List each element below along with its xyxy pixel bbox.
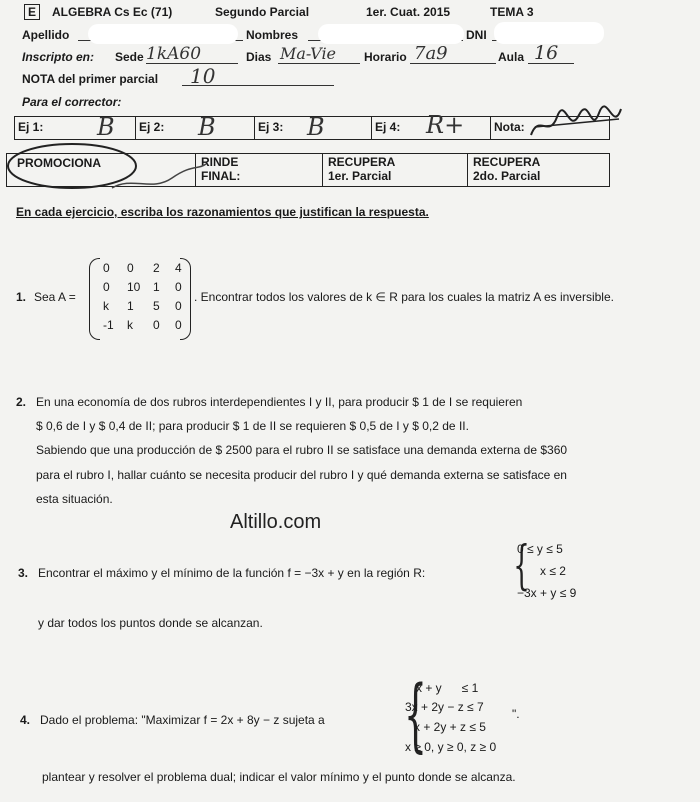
ex2-line-3: Sabiendo que una producción de $ 2500 para el rubro II se satisface una demanda externa de $360	[36, 443, 568, 457]
redaction-dni	[494, 22, 604, 44]
sede-value: 1kA60	[146, 44, 202, 64]
promociona-circle-mark	[2, 140, 212, 202]
exam-period: 1er. Cuat. 2015	[366, 5, 451, 19]
horario-label: Horario	[364, 50, 407, 64]
rinde-label: RINDE	[201, 155, 239, 169]
ex3-region-2: x ≤ 2	[540, 564, 566, 578]
matrix-cell: 10	[127, 280, 141, 294]
ex1-prefix: Sea A =	[34, 290, 76, 304]
exam-tag: E	[24, 4, 40, 20]
ex4-constraint-4: x ≥ 0, y ≥ 0, z ≥ 0	[405, 740, 497, 754]
recupera1-sublabel: 1er. Parcial	[328, 169, 392, 183]
grade-cell-2	[136, 113, 255, 141]
sede-label: Sede	[115, 50, 144, 64]
aula-value: 16	[534, 42, 559, 64]
ej2-label: Ej 2:	[139, 120, 165, 134]
instruction-text: En cada ejercicio, escriba los razonamientos que justifican la respuesta.	[16, 205, 429, 219]
dias-line	[278, 63, 360, 64]
matrix-cell: -1	[103, 318, 114, 332]
ex4-constraint-1: x + y ≤ 1	[416, 681, 479, 695]
ex3-number: 3.	[18, 566, 29, 580]
aula-line	[528, 63, 574, 64]
horario-value: 7a9	[414, 43, 448, 64]
matrix-cell: 0	[103, 261, 110, 275]
matrix-left-paren	[89, 258, 100, 340]
matrix-cell: 1	[127, 299, 134, 313]
ex4-number: 4.	[20, 713, 31, 727]
ex4-brace: {	[403, 668, 427, 761]
ex3-brace: {	[513, 536, 530, 596]
ex2-number: 2.	[16, 395, 27, 409]
redaction-apellido	[88, 24, 238, 44]
grades-box	[14, 111, 610, 141]
matrix-cell: 0	[175, 299, 182, 313]
matrix-cell: 0	[153, 318, 160, 332]
exam-name: Segundo Parcial	[215, 5, 310, 19]
ex3-text-2: y dar todos los puntos donde se alcanzan.	[38, 616, 263, 630]
matrix-cell: 5	[153, 299, 160, 313]
matrix-cell: k	[103, 299, 109, 313]
ex4-text: Dado el problema: "Maximizar f = 2x + 8y − z sujeta a	[40, 713, 325, 727]
grade-cell-1	[15, 113, 136, 141]
grade-cell-nota	[491, 117, 609, 139]
final-label: FINAL:	[201, 169, 241, 183]
matrix-cell: 0	[175, 280, 182, 294]
ex3-region-3: −3x + y ≤ 9	[517, 586, 577, 600]
watermark: Altillo.com	[230, 511, 322, 533]
ex4-closing: ".	[512, 707, 520, 721]
grade-cell-4	[372, 111, 491, 139]
ex3-region-1: 0 ≤ y ≤ 5	[517, 542, 563, 556]
nota-label: Nota:	[494, 120, 525, 134]
matrix-cell: 0	[103, 280, 110, 294]
exam-tema: TEMA 3	[490, 5, 534, 19]
redaction-nombres	[318, 24, 464, 44]
ej3-label: Ej 3:	[258, 120, 284, 134]
recupera2-sublabel: 2do. Parcial	[473, 169, 541, 183]
matrix-cell: k	[127, 318, 133, 332]
recupera1-cell	[323, 154, 468, 186]
ex4-text-2: plantear y resolver el problema dual; indicar el valor mínimo y el punto donde se alcanza.	[42, 770, 516, 784]
ej1-value: B	[97, 113, 115, 141]
dias-value: Ma-Vie	[280, 44, 337, 63]
ex4-constraint-2: 3x + 2y − z ≤ 7	[405, 700, 484, 714]
recupera2-label: RECUPERA	[473, 155, 541, 169]
ej4-value: R+	[426, 111, 465, 139]
matrix-cell: 1	[153, 280, 160, 294]
matrix-cell: 4	[175, 261, 182, 275]
grade-cell-3	[255, 113, 372, 141]
ex4-constraint-3: x + 2y + z ≤ 5	[414, 720, 486, 734]
corrector-label: Para el corrector:	[22, 95, 122, 109]
nota-signature-scribble	[529, 105, 625, 145]
rinde-cell	[196, 154, 323, 186]
ex1-matrix	[89, 258, 191, 340]
ex3-text: Encontrar el máximo y el mínimo de la función f = −3x + y en la región R:	[38, 566, 426, 580]
inscripto-label: Inscripto en:	[22, 50, 95, 64]
ex1-number: 1.	[16, 290, 27, 304]
course-title: ALGEBRA Cs Ec (71)	[52, 5, 173, 19]
nota-primer-value: 10	[190, 64, 216, 88]
recupera2-cell	[468, 154, 609, 186]
ex2-line-2: $ 0,6 de I y $ 0,4 de II; para producir $ 1 de II se requieren $ 0,5 de I y $ 0,2 de II.	[36, 419, 469, 433]
ej3-value: B	[307, 113, 325, 141]
ej2-value: B	[198, 113, 216, 141]
ej4-label: Ej 4:	[375, 120, 401, 134]
ex2-line-4: para el rubro I, hallar cuánto se necesita producir del rubro I y qué demanda externa se satisface en	[36, 468, 567, 482]
nombres-label: Nombres	[246, 28, 299, 42]
promociona-label: PROMOCIONA	[17, 156, 101, 170]
ej1-label: Ej 1:	[18, 120, 44, 134]
ex1-text: . Encontrar todos los valores de k ∈ R para los cuales la matriz A es inversible.	[194, 290, 614, 304]
dias-label: Dias	[246, 50, 272, 64]
nota-primer-label: NOTA del primer parcial	[22, 72, 159, 86]
recupera1-label: RECUPERA	[328, 155, 396, 169]
horario-line	[410, 63, 496, 64]
ex2-line-5: esta situación.	[36, 492, 113, 506]
matrix-cell: 0	[127, 261, 134, 275]
nota-primer-line	[182, 85, 334, 86]
dni-label: DNI	[466, 28, 487, 42]
matrix-cell: 2	[153, 261, 160, 275]
ex2-line-1: En una economía de dos rubros interdependientes I y II, para producir $ 1 de I se requieren	[36, 395, 523, 409]
matrix-cell: 0	[175, 318, 182, 332]
apellido-label: Apellido	[22, 28, 70, 42]
aula-label: Aula	[498, 50, 525, 64]
